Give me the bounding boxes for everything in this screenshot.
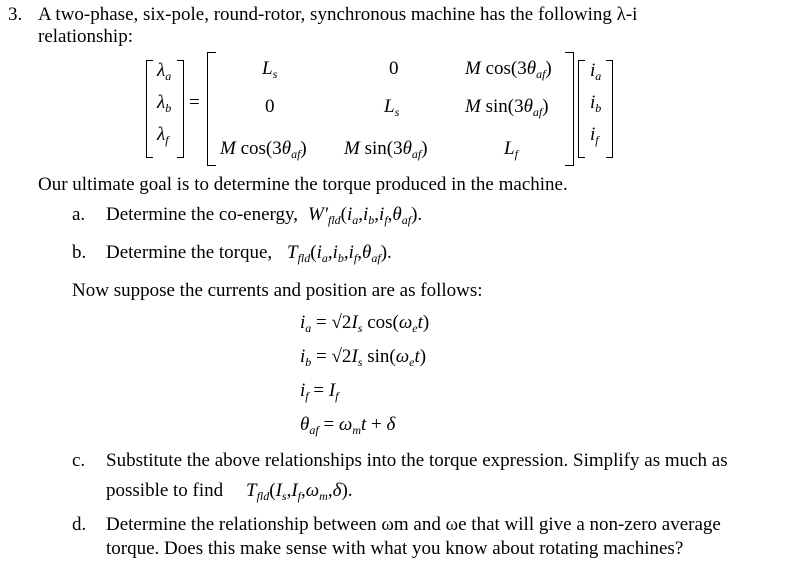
matrix-r1c1: $L_s$ xyxy=(262,58,278,81)
lhs-lambda-b: $\lambda_b$ xyxy=(157,92,172,115)
part-b-label: b. xyxy=(72,242,87,263)
part-a-label: a. xyxy=(72,204,86,225)
matrix-r1c3: M $\cos(3\theta_{af})$ xyxy=(465,58,552,81)
matrix-r2c3: M $\sin(3\theta_{af})$ xyxy=(465,96,549,119)
equation-theta: $\theta_{af} = \omega_mt + \delta$ xyxy=(300,414,396,437)
lhs-lambda-a: $\lambda_a$ xyxy=(157,60,172,83)
rhs-left-bracket xyxy=(578,60,585,158)
lhs-left-bracket xyxy=(146,60,153,158)
part-a-math: $W'_{fld}(i_a,i_b,i_f,\theta_{af})$. xyxy=(308,204,423,227)
part-c-label: c. xyxy=(72,450,86,471)
matrix-right-bracket xyxy=(565,52,574,166)
part-c-line2: possible to find xyxy=(106,480,224,501)
matrix-r3c1: M $\cos(3\theta_{af})$ xyxy=(220,138,307,161)
equation-ib: $i_b = √2I_s$ $\sin(\omega_et)$ xyxy=(300,346,427,369)
matrix-r3c3: $L_f$ xyxy=(504,138,518,161)
part-b-text: Determine the torque, xyxy=(106,242,273,263)
part-b-math: $T_{fld}(i_a,i_b,i_f,\theta_{af})$. xyxy=(287,242,392,265)
part-c-math: $T_{fld}(I_s,I_f,\omega_m,\delta)$. xyxy=(246,480,353,503)
matrix-r2c1: 0 xyxy=(265,96,275,117)
rhs-i-b: $i_b$ xyxy=(590,92,602,115)
problem-intro-line1: A two-phase, six-pole, round-rotor, synchronous machine has the following λ-i xyxy=(38,4,638,25)
goal-text: Our ultimate goal is to determine the torque produced in the machine. xyxy=(38,174,568,195)
matrix-left-bracket xyxy=(207,52,216,166)
rhs-i-f: $i_f$ xyxy=(590,124,599,147)
part-a-text: Determine the co-energy, xyxy=(106,204,299,225)
lhs-right-bracket xyxy=(177,60,184,158)
matrix-r1c2: 0 xyxy=(389,58,399,79)
rhs-i-a: $i_a$ xyxy=(590,60,602,83)
equals-sign: = xyxy=(189,92,200,113)
equation-ia: $i_a = √2I_s$ $\cos(\omega_et)$ xyxy=(300,312,430,335)
equation-if: $i_f = I_f$ xyxy=(300,380,339,403)
part-d-label: d. xyxy=(72,514,87,535)
part-d-line2: torque. Does this make sense with what you know about rotating machines? xyxy=(106,538,684,559)
part-c-line1: Substitute the above relationships into the torque expression. Simplify as much as xyxy=(106,450,728,471)
suppose-text: Now suppose the currents and position are as follows: xyxy=(72,280,483,301)
problem-number: 3. xyxy=(8,4,23,25)
matrix-r2c2: $L_s$ xyxy=(384,96,400,119)
problem-intro-line2: relationship: xyxy=(38,26,133,47)
rhs-right-bracket xyxy=(606,60,613,158)
lhs-lambda-f: $\lambda_f$ xyxy=(157,124,169,147)
matrix-r3c2: M $\sin(3\theta_{af})$ xyxy=(344,138,428,161)
part-d-line1: Determine the relationship between ωm and ωe that will give a non-zero average xyxy=(106,514,721,535)
